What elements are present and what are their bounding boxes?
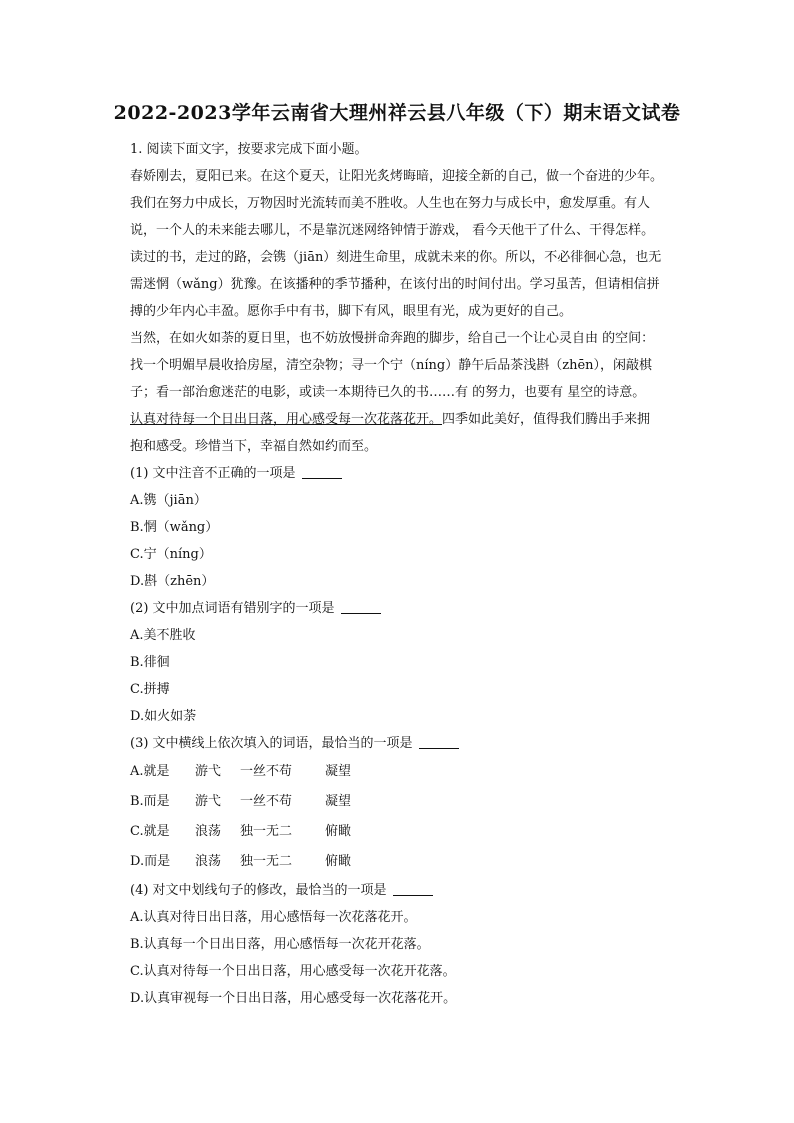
option-c: C.认真对待每一个日出日落，用心感受每一次花开花落。 — [130, 964, 456, 979]
option-a: A.镌（jiān） — [130, 493, 207, 508]
passage-line: 春娇刚去，夏阳已来。在这个夏天，让阳光炙烤晦暗，迎接全新的自己，做一个奋进的少年。 — [130, 169, 664, 184]
passage-line: 找一个明媚早晨收拾房屋，清空杂物；寻一个宁（níng）静午后品茶浅斟（zhēn），闲敲棋 — [130, 358, 653, 373]
option-b: B.惘（wǎng） — [130, 520, 219, 535]
sub-question-4 — [130, 877, 690, 1012]
passage-line — [130, 406, 690, 433]
sub-question-prompt: (2) 文中加点词语有错别字的一项是 — [130, 595, 690, 622]
option-c: C.就是 浪荡 独一无二 俯瞰 — [130, 824, 352, 839]
sub-question-1 — [130, 460, 690, 595]
question-1 — [130, 136, 690, 1012]
answer-blank[interactable] — [341, 599, 381, 614]
sub-question-prompt: (4) 对文中划线句子的修改，最恰当的一项是 — [130, 877, 690, 904]
option-d: D.如火如荼 — [130, 709, 197, 724]
option-b: B.徘徊 — [130, 655, 170, 670]
option-a: A.认真对待日出日落，用心感悟每一次花落花开。 — [130, 910, 417, 925]
passage-line: 我们在努力中成长，万物因时光流转而美不胜收。人生也在努力与成长中，愈发厚重。有人 — [130, 196, 651, 211]
sub-question-3 — [130, 730, 690, 877]
option-d: D.而是 浪荡 独一无二 俯瞰 — [130, 854, 352, 869]
option-a: A.美不胜收 — [130, 628, 196, 643]
passage-line: 需迷惘（wǎng）犹豫。在该播种的季节播种，在该付出的时间付出。学习虽苦，但请相信拼 — [130, 277, 660, 292]
option-d: D.认真审视每一个日出日落，用心感受每一次花落花开。 — [130, 991, 457, 1006]
option-b: B.认真每一个日出日落，用心感悟每一次花开花落。 — [130, 937, 430, 952]
answer-blank[interactable] — [302, 464, 342, 479]
passage-line: 子；看一部治愈迷茫的电影，或读一本期待已久的书……有 的努力，也要有 星空的诗意。 — [130, 385, 646, 400]
exam-title: 2022-2023学年云南省大理州祥云县八年级（下）期末语文试卷 — [113, 102, 681, 124]
passage — [130, 163, 690, 460]
passage-line: 抱和感受。珍惜当下，幸福自然如约而至。 — [130, 439, 378, 454]
sub-question-2 — [130, 595, 690, 730]
passage-line: 当然，在如火如荼的夏日里，也不妨放慢拼命奔跑的脚步，给自己一个让心灵自由 的空间： — [130, 331, 655, 346]
passage-line: 读过的书，走过的路，会镌（jiān）刻进生命里，成就未来的你。所以，不必徘徊心急，也无 — [130, 250, 662, 265]
answer-blank[interactable] — [393, 881, 433, 896]
sub-question-prompt: (3) 文中横线上依次填入的词语，最恰当的一项是 — [130, 730, 690, 757]
sub-question-prompt: (1) 文中注音不正确的一项是 — [130, 460, 690, 487]
answer-blank[interactable] — [419, 734, 459, 749]
passage-line: 搏的少年内心丰盈。愿你手中有书，脚下有风，眼里有光，成为更好的自己。 — [130, 304, 573, 319]
option-a: A.就是 游弋 一丝不苟 凝望 — [130, 764, 352, 779]
option-c: C.拼搏 — [130, 682, 170, 697]
option-d: D.斟（zhēn） — [130, 574, 215, 589]
option-b: B.而是 游弋 一丝不苟 凝望 — [130, 794, 352, 809]
option-c: C.宁（níng） — [130, 547, 212, 562]
question-number-line: 1. 阅读下面文字，按要求完成下面小题。 — [130, 142, 368, 157]
passage-text: 四季如此美好，值得我们腾出手来拥 — [442, 412, 651, 427]
passage-line: 说，一个人的未来能去哪儿，不是靠沉迷网络钟情于游戏， 看今天他干了什么、干得怎样。 — [130, 223, 655, 238]
underlined-sentence: 认真对待每一个日出日落，用心感受每一次花落花开。 — [130, 412, 443, 427]
